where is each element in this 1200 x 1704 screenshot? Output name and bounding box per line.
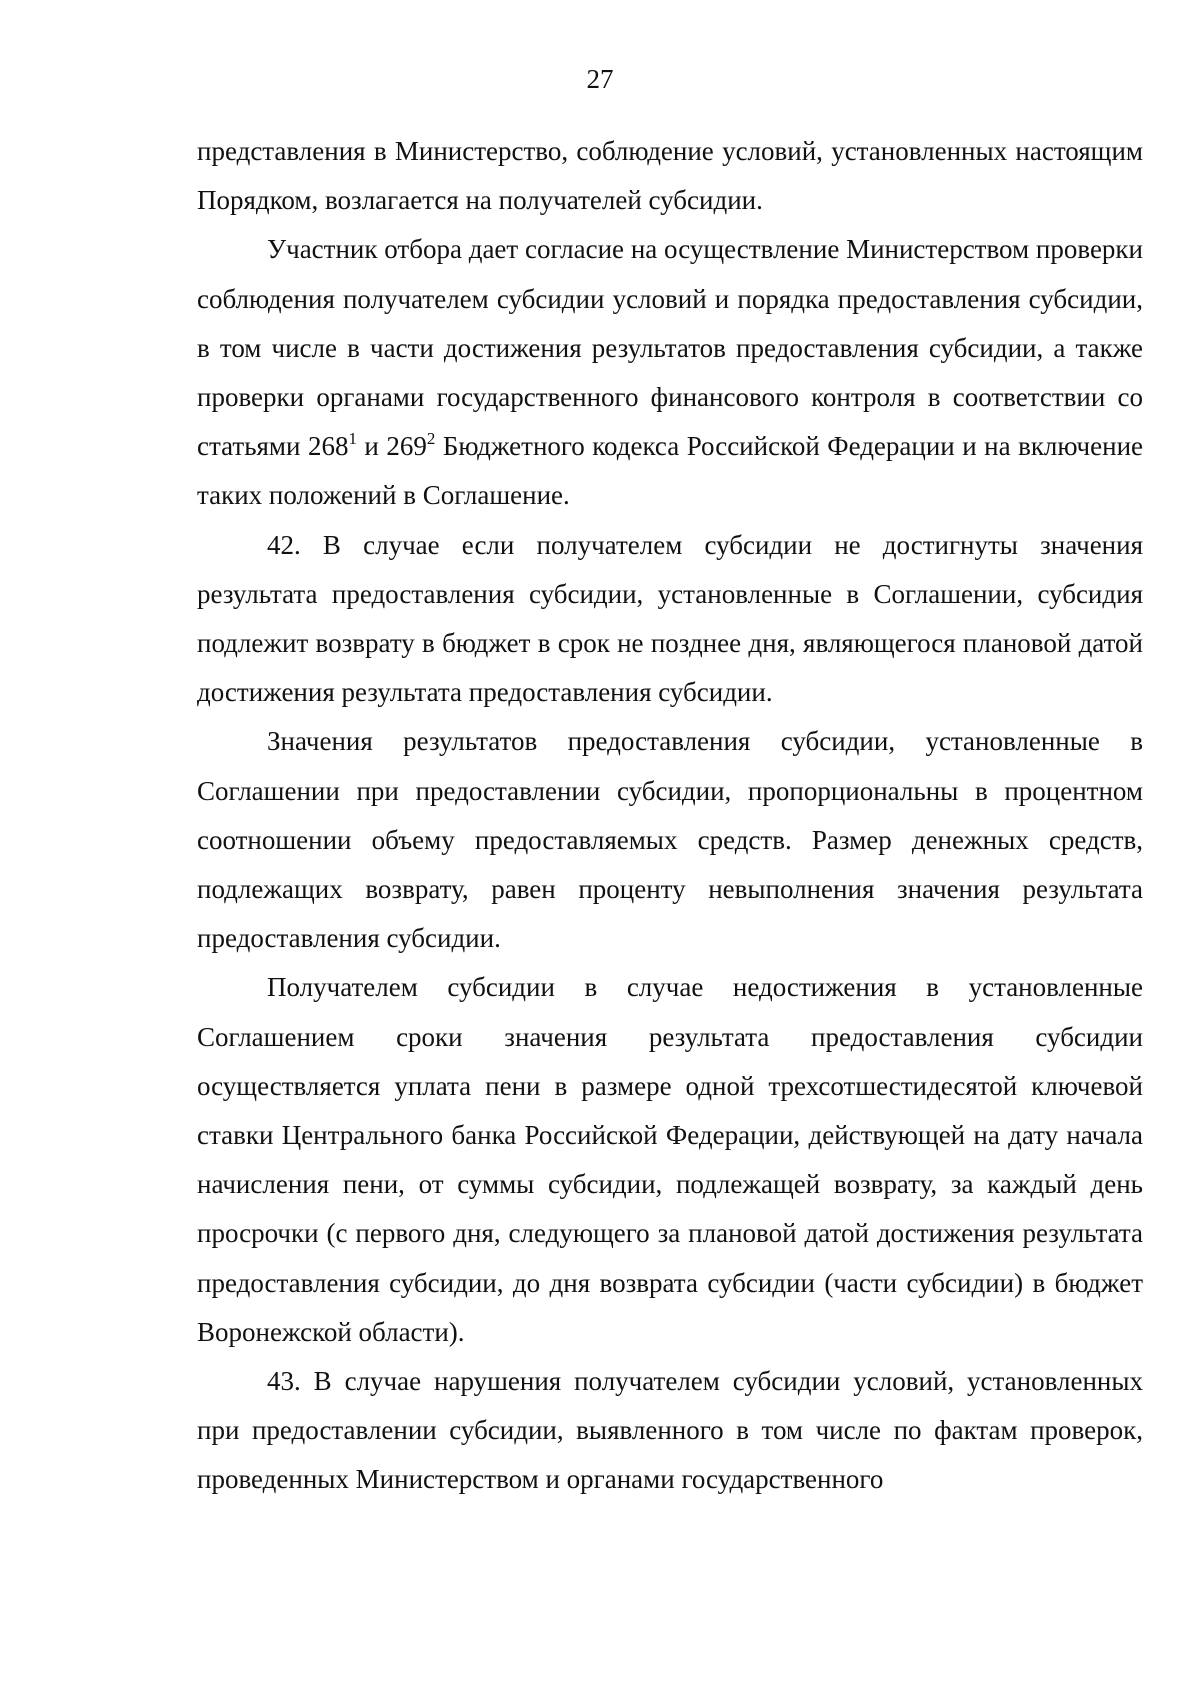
superscript: 1	[348, 429, 357, 449]
superscript: 2	[426, 429, 436, 449]
page-number: 27	[586, 64, 614, 94]
paragraph-clause-43: 43. В случае нарушения получателем субсидии условий, установленных при предоставлении субсидии, выявленного в том числе по фактам проверок, проведенных Министерством и органами государственного	[197, 1366, 1143, 1495]
paragraph-continuation: представления в Министерство, соблюдение условий, установленных настоящим Порядком, возлагается на получателей субсидии.	[197, 136, 1143, 216]
paragraph-clause-42: 42. В случае если получателем субсидии не достигнуты значения результата предоставления субсидии, установленные в Соглашении, субсидия подлежит возврату в бюджет в срок не позднее дня, являющегося плановой датой достижения результата предоставления субсидии.	[197, 529, 1143, 708]
paragraph-text: Бюджетного кодекса Российской Федерации и на включение таких положений в Соглашение.	[197, 431, 1143, 511]
paragraph-result-values: Значения результатов предоставления субсидии, установленные в Соглашении при предоставлении субсидии, пропорциональны в процентном соотношении объему предоставляемых средств. Размер денежных средств, подлежащих возврату, равен проценту невыполнения значения результата предоставления субсидии.	[197, 726, 1143, 954]
paragraph-text: и 269	[356, 431, 427, 462]
paragraph-text: Участник отбора дает согласие на осуществление Министерством проверки соблюдения получателем субсидии условий и порядка предоставления субсидии, в том числе в части достижения результатов предоставления субсидии, а также проверки органами государственного финансового контроля в соответствии со статьями 268	[197, 234, 1143, 462]
paragraph-consent	[197, 225, 1143, 520]
paragraph-penalty: Получателем субсидии в случае недостижения в установленные Соглашением сроки значения результата предоставления субсидии осуществляется уплата пени в размере одной трехсотшестидесятой ключевой ставки Центрального банка Российской Федерации, действующей на дату начала начисления пени, от суммы субсидии, подлежащей возврату, за каждый день просрочки (с первого дня, следующего за плановой датой достижения результата предоставления субсидии, до дня возврата субсидии (части субсидии) в бюджет Воронежской области).	[197, 972, 1143, 1347]
document-body	[197, 127, 1143, 1505]
